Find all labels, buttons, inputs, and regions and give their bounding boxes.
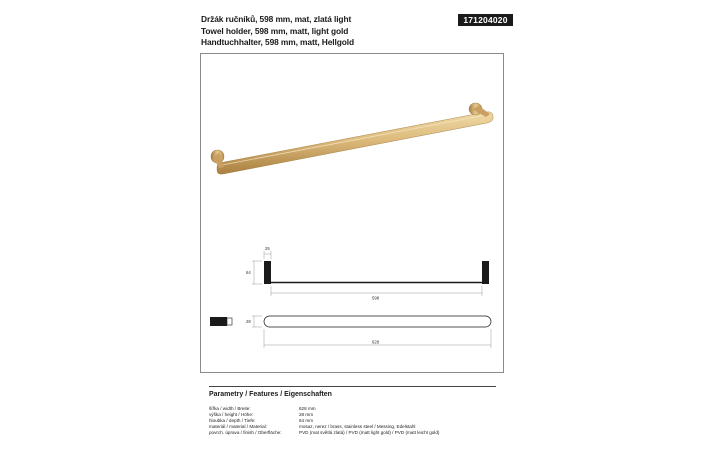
dim-inner-length-label: 598: [372, 295, 380, 301]
params-label: povrch. úprava / finish / Oberfläche:: [209, 430, 282, 436]
title-czech: Držák ručníků, 598 mm, mat, zlatá light: [201, 14, 352, 24]
params-value: 628 mm: [299, 406, 316, 411]
params-table: [209, 406, 439, 436]
product-code-badge: 171204020: [458, 14, 513, 26]
front-elevation-drawing: [246, 246, 489, 301]
title-german: Handtuchhalter, 598 mm, matt, Hellgold: [201, 37, 355, 47]
params-title: Parametry / Features / Eigenschaften: [209, 391, 332, 398]
dim-total-length-label: 628: [372, 339, 380, 345]
title-english: Towel holder, 598 mm, matt, light gold: [201, 25, 349, 36]
params-value: 64 mm: [299, 418, 314, 424]
params-value: PVD (mat světlá zlatá) / PVD (matt light gold) / PVD (matt leicht gold): [299, 430, 440, 436]
dim-height-label: 64: [246, 270, 251, 275]
dim-width-bar-label: 25: [265, 246, 270, 251]
params-label: šířka / width / Breite:: [209, 406, 251, 411]
dim-depth-label: 28: [246, 319, 251, 324]
params-row: [209, 430, 439, 436]
top-view-drawing: [246, 316, 491, 348]
params-value: mosaz, nerez / brass, stainless steel / Messing, Edelstahl: [299, 424, 416, 430]
params-divider: [209, 386, 496, 387]
product-image-towel-holder: [211, 103, 493, 174]
params-label: výška / height / Höhe:: [209, 412, 254, 418]
params-label: hloubka / depth / Tiefe:: [209, 418, 256, 424]
params-label: materiál / material / Material:: [209, 424, 267, 430]
params-value: 28 mm: [299, 412, 314, 418]
side-view-drawing: [210, 317, 232, 326]
